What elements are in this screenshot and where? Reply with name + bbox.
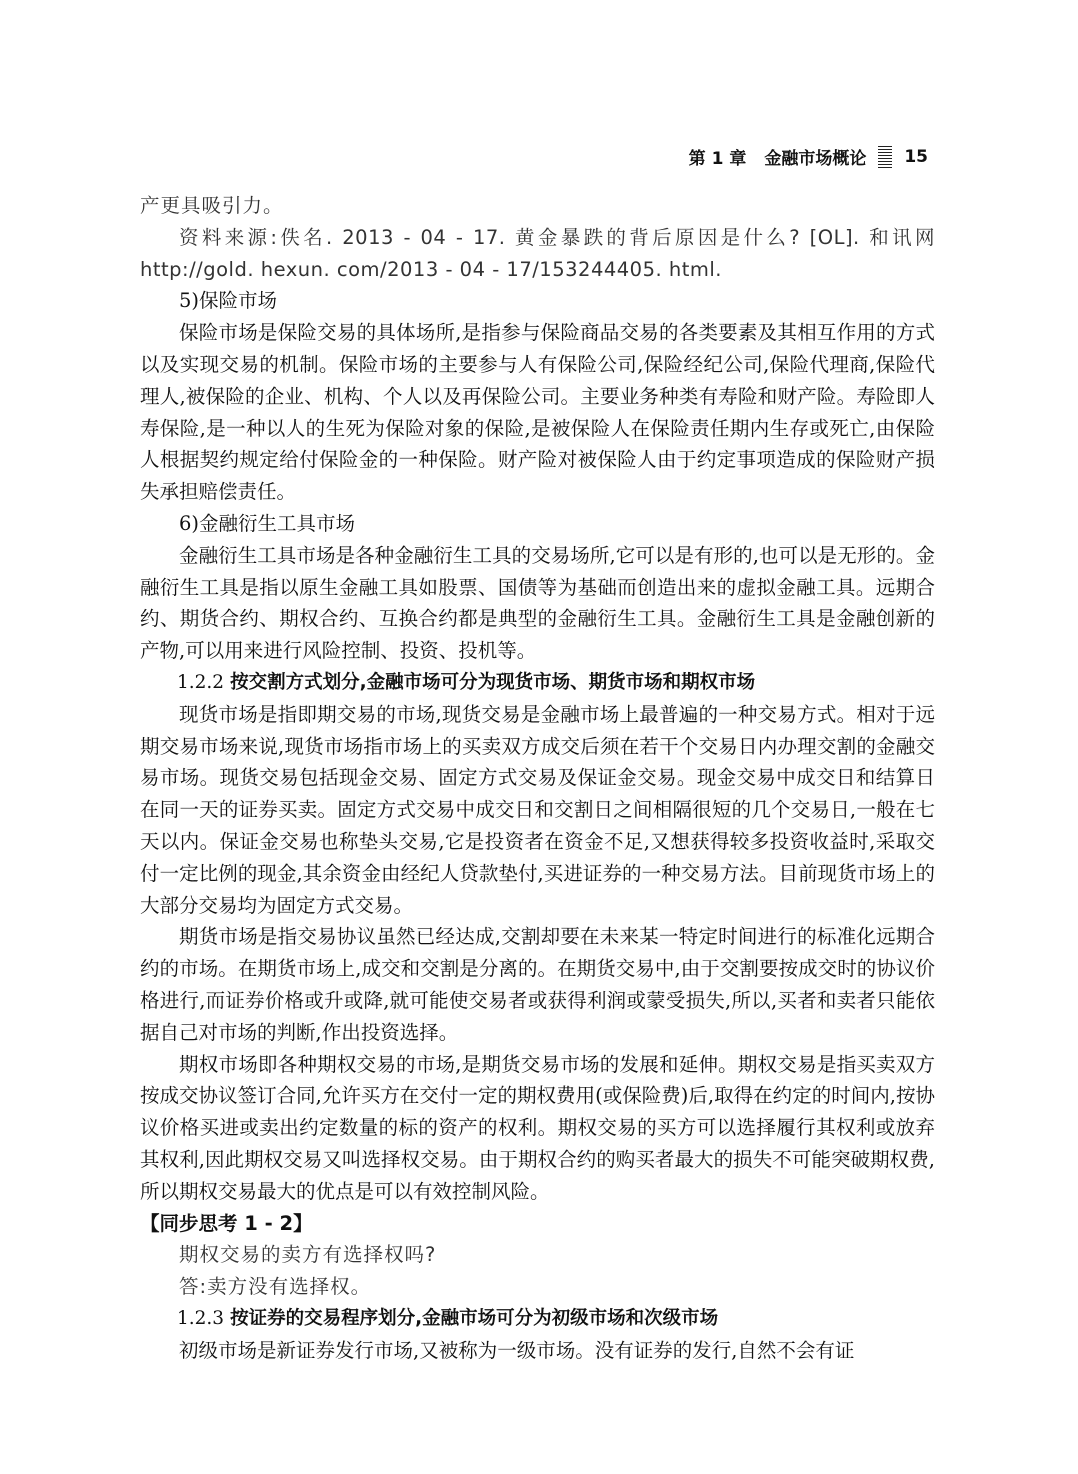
section-heading-1-2-2 bbox=[140, 667, 935, 699]
section-number: 1.2.2 bbox=[177, 671, 225, 693]
source-citation: 资料来源:佚名. 2013 - 04 - 17. 黄金暴跌的背后原因是什么? [OL]. 和讯网 http://gold. hexun. com/2013 - 04 - 17/153244405. html. bbox=[140, 225, 935, 281]
paragraph-derivatives: 金融衍生工具市场是各种金融衍生工具的交易场所,它可以是有形的,也可以是无形的。金融衍生工具是指以原生金融工具如股票、国债等为基础而创造出来的虚拟金融工具。远期合约、期货合约、期权合约、互换合约都是典型的金融衍生工具。金融衍生工具是金融创新的产物,可以用来进行风险控制、投资、投机等。 bbox=[140, 543, 935, 663]
section-title: 按交割方式划分,金融市场可分为现货市场、期货市场和期权市场 bbox=[230, 671, 756, 693]
subheading-derivatives: 6)金融衍生工具市场 bbox=[179, 511, 356, 535]
paragraph-spot-market: 现货市场是指即期交易的市场,现货交易是金融市场上最普遍的一种交易方式。相对于远期交易市场来说,现货市场指市场上的买卖双方成交后须在若干个交易日内办理交割的金融交易市场。现货交易包括现金交易、固定方式交易及保证金交易。现金交易中成交日和结算日在同一天的证券买卖。固定方式交易中成交日和交割日之间相隔很短的几个交易日,一般在七天以内。保证金交易也称垫头交易,它是投资者在资金不足,又想获得较多投资收益时,采取交付一定比例的现金,其余资金由经纪人贷款垫付,买进证券的一种交易方法。目前现货市场上的大部分交易均为固定方式交易。 bbox=[140, 702, 935, 917]
paragraph-futures-market: 期货市场是指交易协议虽然已经达成,交割却要在未来某一特定时间进行的标准化远期合约的市场。在期货市场上,成交和交割是分离的。在期货交易中,由于交割要按成交时的协议价格进行,而证券价格或升或降,就可能使交易者或获得利润或蒙受损失,所以,买者和卖者只能依据自己对市场的判断,作出投资选择。 bbox=[140, 925, 935, 1044]
page-number: 15 bbox=[904, 146, 928, 167]
paragraph-insurance: 保险市场是保险交易的具体场所,是指参与保险商品交易的各类要素及其相互作用的方式以及实现交易的机制。保险市场的主要参与人有保险公司,保险经纪公司,保险代理商,保险代理人,被保险的企业、机构、个人以及再保险公司。主要业务种类有寿险和财产险。寿险即人寿保险,是一种以人的生死为保险对象的保险,是被保险人在保险责任期内生存或死亡,由保险人根据契约规定给付保险金的一种保险。财产险对被保险人由于约定事项造成的保险财产损失承担赔偿责任。 bbox=[140, 321, 935, 504]
running-header bbox=[689, 144, 928, 169]
sync-thinking-title: 【同步思考 1 - 2】 bbox=[140, 1211, 313, 1235]
chapter-label: 第 1 章 bbox=[688, 149, 747, 169]
section-title: 按证券的交易程序划分,金融市场可分为初级市场和次级市场 bbox=[230, 1307, 719, 1329]
section-number: 1.2.3 bbox=[177, 1307, 225, 1329]
header-separator-block bbox=[878, 146, 892, 168]
sync-thinking-question: 期权交易的卖方有选择权吗? bbox=[179, 1243, 437, 1267]
sync-thinking-answer: 答:卖方没有选择权。 bbox=[179, 1275, 372, 1299]
subheading-insurance: 5)保险市场 bbox=[179, 289, 278, 313]
chapter-title: 金融市场概论 bbox=[764, 149, 867, 169]
section-heading-1-2-3 bbox=[140, 1303, 935, 1335]
paragraph-primary-market: 初级市场是新证券发行市场,又被称为一级市场。没有证券的发行,自然不会有证 bbox=[179, 1338, 855, 1362]
paragraph-intro-tail: 产更具吸引力。 bbox=[140, 194, 284, 217]
page-body bbox=[140, 190, 935, 1366]
paragraph-options-market: 期权市场即各种期权交易的市场,是期货交易市场的发展和延伸。期权交易是指买卖双方按成交协议签订合同,允许买方在交付一定的期权费用(或保险费)后,取得在约定的时间内,按协议价格买进或卖出约定数量的标的资产的权利。期权交易的买方可以选择履行其权利或放弃其权利,因此期权交易又叫选择权交易。由于期权合约的购买者最大的损失不可能突破期权费,所以期权交易最大的优点是可以有效控制风险。 bbox=[140, 1052, 935, 1203]
